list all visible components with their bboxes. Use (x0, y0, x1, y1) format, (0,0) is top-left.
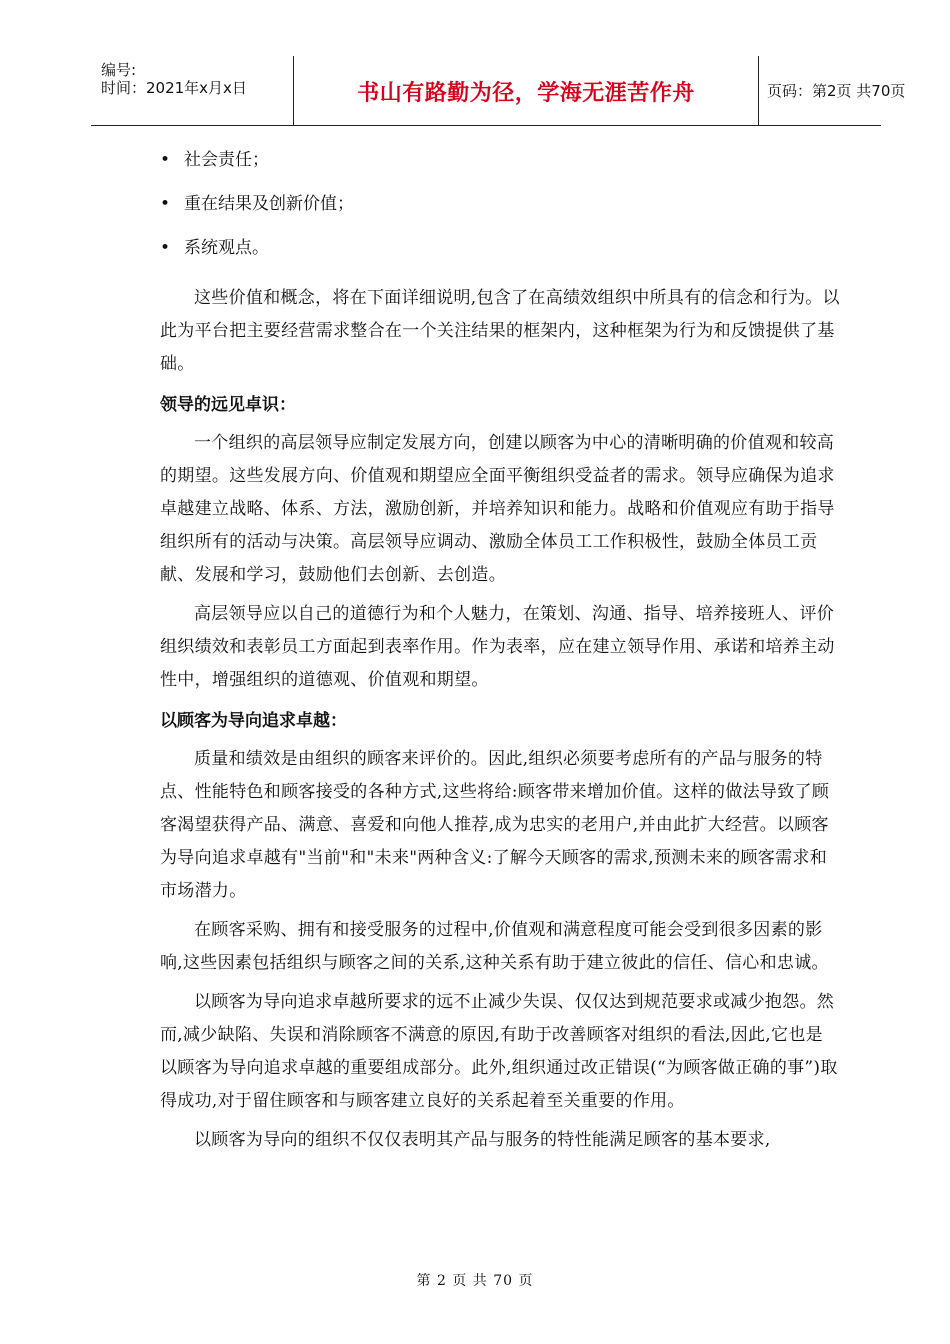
header-page-cell (757, 56, 906, 125)
bullet-item (118, 228, 840, 272)
paragraph-leadership-2: 高层领导应以自己的道德行为和个人魅力，在策划、沟通、指导、培养接班人、评价组织绩效和表彰员工方面起到表率作用。作为表率，应在建立领导作用、承诺和培养主动性中，增强组织的道德观、价值观和期望。 (160, 604, 835, 690)
bullet-dot-icon: • (160, 194, 171, 214)
bullet-dot-icon: • (160, 238, 171, 258)
paragraph-customer-2: 在顾客采购、拥有和接受服务的过程中,价值观和满意程度可能会受到很多因素的影响,这些因素包括组织与顾客之间的关系,这种关系有助于建立彼此的信任、信心和忠诚。 (160, 920, 829, 973)
bullet-item (118, 140, 840, 184)
document-body (160, 140, 840, 1163)
paragraph-customer-3: 以顾客为导向追求卓越所要求的远不止减少失误、仅仅达到规范要求或减少抱怨。然而,减少缺陷、失误和消除顾客不满意的原因,有助于改善顾客对组织的看法,因此,它也是以顾客为导向追求卓越的重要组成部分。此外,组织通过改正错误(“为顾客做正确的事”)取得成功,对于留住顾客和与顾客建立良好的关系起着至关重要的作用。 (160, 992, 838, 1111)
paragraph-leadership-1: 一个组织的高层领导应制定发展方向，创建以顾客为中心的清晰明确的价值观和较高的期望。这些发展方向、价值观和期望应全面平衡组织受益者的需求。领导应确保为追求卓越建立战略、体系、方法，激励创新，并培养知识和能力。战略和价值观应有助于指导组织所有的活动与决策。高层领导应调动、激励全体员工工作积极性，鼓励全体员工贡献、发展和学习，鼓励他们去创新、去创造。 (160, 433, 835, 585)
header-motto-cell (293, 56, 759, 125)
paragraph-values: 这些价值和概念，将在下面详细说明,包含了在高绩效组织中所具有的信念和行为。以此为平台把主要经营需求整合在一个关注结果的框架内，这种框架为行为和反馈提供了基础。 (160, 288, 840, 374)
header-page-info: 页码：第2页 共70页 (767, 82, 906, 100)
paragraph-customer-4: 以顾客为导向的组织不仅仅表明其产品与服务的特性能满足顾客的基本要求, (194, 1130, 771, 1150)
paragraph-customer-1: 质量和绩效是由组织的顾客来评价的。因此,组织必须要考虑所有的产品与服务的特点、性能特色和顾客接受的各种方式,这些将给:顾客带来增加价值。这样的做法导致了顾客渴望获得产品、满意、喜爱和向他人推荐,成为忠实的老用户,并由此扩大经营。以顾客为导向追求卓越有"当前"和"未来"两种含义:了解今天顾客的需求,预测未来的顾客需求和市场潜力。 (160, 749, 830, 901)
bullet-text: 系统观点。 (184, 238, 269, 258)
page-header (91, 56, 906, 126)
page-footer: 第 2 页 共 70 页 (416, 1273, 534, 1289)
bullet-text: 重在结果及创新价值； (184, 194, 354, 214)
time-label: 时间：2021年x月x日 (101, 79, 247, 97)
bullet-dot-icon: • (160, 150, 171, 170)
section-heading-leadership: 领导的远见卓识： (160, 395, 296, 415)
header-meta-cell (91, 56, 293, 125)
bullet-item (118, 184, 840, 228)
section-heading-customer: 以顾客为导向追求卓越： (160, 711, 347, 731)
bullet-text: 社会责任； (184, 150, 269, 170)
header-motto: 书山有路勤为径，学海无涯苦作舟 (357, 81, 695, 106)
doc-number-label: 编号: (101, 61, 137, 79)
